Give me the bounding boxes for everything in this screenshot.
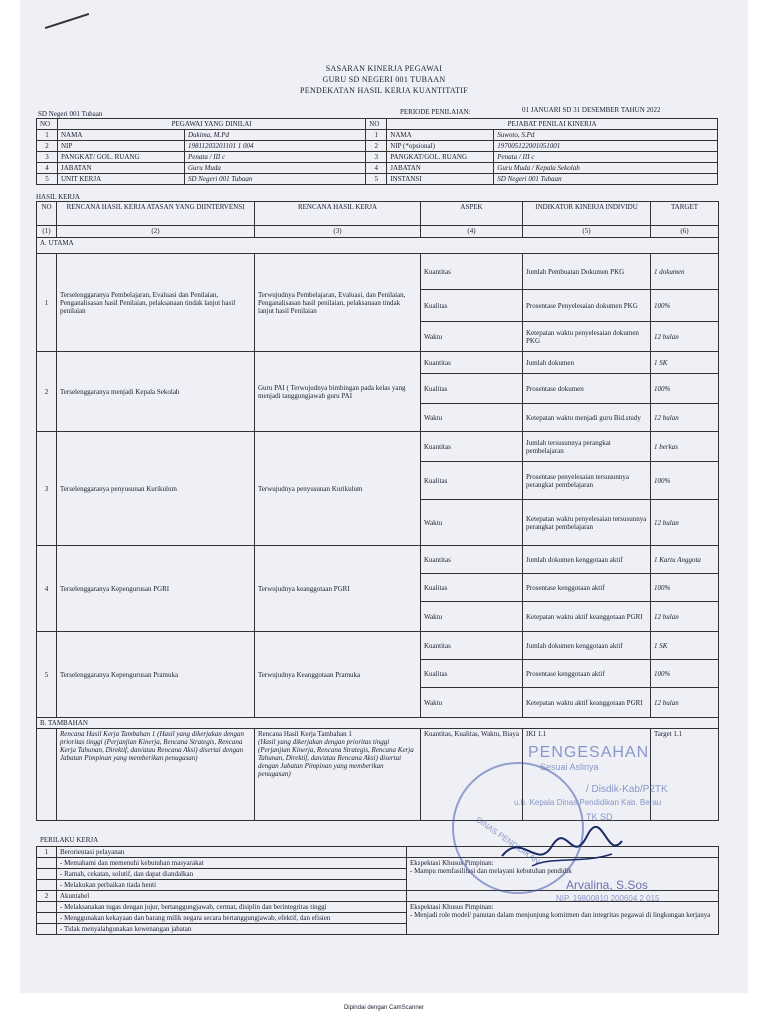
perilaku-blank <box>37 858 57 869</box>
col-num-2: (2) <box>57 226 255 238</box>
pejabat-label: NAMA <box>387 130 494 141</box>
target: 100% <box>651 462 719 500</box>
col-num-1: (1) <box>37 226 57 238</box>
hasil-kerja-row <box>37 432 719 462</box>
pegawai-no: 4 <box>37 163 58 174</box>
aspek: Kualitas <box>421 462 523 500</box>
target: 12 bulan <box>651 688 719 718</box>
col-num-5: (5) <box>523 226 651 238</box>
target: 100% <box>651 660 719 688</box>
indikator: Prosentase Penyelesaian dokumen PKG <box>523 290 651 322</box>
perilaku-blank <box>37 924 57 935</box>
indikator: Prosentase kenggotaan aktif <box>523 660 651 688</box>
no-header: NO <box>366 119 387 130</box>
target: 12 bulan <box>651 322 719 352</box>
identity-row <box>37 141 718 152</box>
pegawai-value: Dukima, M.Pd <box>185 130 366 141</box>
pegawai-value: SD Negeri 001 Tubaan <box>185 174 366 185</box>
target: 100% <box>651 574 719 602</box>
perilaku-item: - Ramah, cekatan, solutif, dan dapat diandalkan <box>57 869 407 880</box>
col-aspek: ASPEK <box>421 202 523 226</box>
pejabat-no: 1 <box>366 130 387 141</box>
aspek: Kuantitas <box>421 254 523 290</box>
aspek: Waktu <box>421 404 523 432</box>
hasil-kerja-row <box>37 352 719 374</box>
rencana-atasan: Terselenggaranya Kepengurusan Pramuka <box>57 632 255 718</box>
perilaku-title: Berorientasi pelayanan <box>57 847 407 858</box>
target: 12 bulan <box>651 602 719 632</box>
col-rencana: RENCANA HASIL KERJA <box>255 202 421 226</box>
pegawai-value: Penata / III c <box>185 152 366 163</box>
row-no: 3 <box>37 432 57 546</box>
aspek: Kuantitas <box>421 546 523 574</box>
indikator: Prosentase kenggotaan aktif <box>523 574 651 602</box>
perilaku-blank <box>37 913 57 924</box>
target: 1 Kartu Anggota <box>651 546 719 574</box>
col-rencana-atasan: RENCANA HASIL KERJA ATASAN YANG DIINTERVENSI <box>57 202 255 226</box>
rencana-hasil-kerja: Terwujudnya penyusunan Kurikulum <box>255 432 421 546</box>
stamp-sesuai: Sesuai Aslinya <box>540 762 599 772</box>
target: 1 SK <box>651 632 719 660</box>
indikator: Ketepatan waktu menjadi guru Bid.study <box>523 404 651 432</box>
perilaku-item: - Memahami dan memenuhi kebutuhan masyarakat <box>57 858 407 869</box>
identity-row <box>37 130 718 141</box>
identity-row <box>37 163 718 174</box>
hasil-kerja-row <box>37 546 719 574</box>
aspek: Kuantitas <box>421 632 523 660</box>
col-target: TARGET <box>651 202 719 226</box>
target: 12 bulan <box>651 500 719 546</box>
hasil-kerja-row <box>37 254 719 290</box>
indikator: Jumlah Pembuatan Dokumen PKG <box>523 254 651 290</box>
hasil-kerja-table <box>36 201 719 821</box>
pejabat-label: NIP (*opsional) <box>387 141 494 152</box>
col-num-4: (4) <box>421 226 523 238</box>
target: 1 SK <box>651 352 719 374</box>
col-indikator: INDIKATOR KINERJA INDIVIDU <box>523 202 651 226</box>
pejabat-label: JABATAN <box>387 163 494 174</box>
aspek: Kuantitas <box>421 432 523 462</box>
indikator: Jumlah dokumen <box>523 352 651 374</box>
col-num-6: (6) <box>651 226 719 238</box>
pejabat-no: 5 <box>366 174 387 185</box>
tambahan-aspek: Kuantitas, Kualitas, Waktu, Biaya <box>421 729 523 821</box>
row-no: 2 <box>37 352 57 432</box>
tambahan-indikator: IKI 1.1 <box>523 729 651 821</box>
stamp-dinas: DINAS PENDIDIKAN <box>474 815 542 866</box>
pejabat-no: 3 <box>366 152 387 163</box>
ekspektasi-cell <box>407 902 719 935</box>
pegawai-no: 2 <box>37 141 58 152</box>
ekspektasi-text: - Menjadi role model/ panutan dalam menjunjung komitmen dan integritas pegawai di lingkungan kerjanya <box>410 911 711 919</box>
pejabat-header: PEJABAT PENILAI KINERJA <box>387 119 718 130</box>
indikator: Jumlah dokumen kenggotaan aktif <box>523 546 651 574</box>
hasil-kerja-label: HASIL KERJA <box>36 193 80 201</box>
perilaku-blank <box>37 902 57 913</box>
identity-table <box>36 118 718 185</box>
stamp-line1: / Disdik-Kab/P2TK <box>586 784 668 795</box>
indikator: Jumlah dokumen kenggotaan aktif <box>523 632 651 660</box>
hasil-kerja-row <box>37 632 719 660</box>
perilaku-no: 1 <box>37 847 57 858</box>
identity-row <box>37 174 718 185</box>
perilaku-item: - Tidak menyalahgunakan kewenangan jabatan <box>57 924 407 935</box>
pegawai-label: NAMA <box>58 130 185 141</box>
perilaku-title: Akuntabel <box>57 891 407 902</box>
aspek: Kualitas <box>421 660 523 688</box>
pegawai-label: PANGKAT/ GOL. RUANG <box>58 152 185 163</box>
unit-label: SD Negeri 001 Tubaan <box>38 110 103 118</box>
ekspektasi-text: - Mampu memfasilitasi dan melayani kebutuhan pendidik <box>410 867 572 875</box>
tambahan-label: B. TAMBAHAN <box>37 718 719 729</box>
perilaku-blank <box>37 869 57 880</box>
aspek: Kualitas <box>421 574 523 602</box>
aspek: Kuantitas <box>421 352 523 374</box>
rencana-atasan: Terselenggaranya menjadi Kepala Sekolah <box>57 352 255 432</box>
rencana-hasil-kerja: Terwujudnya Pembelajaran, Evaluasi, dan Penilaian, Penganalisasan hasil penilaian, pelaksanaan tindak lanjut hasil Penilaian <box>255 254 421 352</box>
no-header: NO <box>37 119 58 130</box>
pejabat-value: Suwoto, S.Pd <box>494 130 718 141</box>
identity-row <box>37 152 718 163</box>
tambahan-atasan: Rencana Hasil Kerja Tambahan 1 (Hasil yang dikerjakan dengan prioritas tinggi (Perjanjian Kinerja, Rencana Strategis, Rencana Kerja Tahunan, Direktif, dan/atau Rencana Aksi) disertai dengan Jabatan Pimpinan yang memberikan penugasan) <box>57 729 255 821</box>
indikator: Prosentase penyelesaian tersusunnya perangkat pembelajaran <box>523 462 651 500</box>
pegawai-value: 19811203201101 1 004 <box>185 141 366 152</box>
tambahan-rencana-title: Rencana Hasil Kerja Tambahan 1 <box>258 730 352 738</box>
pegawai-header: PEGAWAI YANG DINILAI <box>58 119 366 130</box>
pegawai-no: 3 <box>37 152 58 163</box>
pegawai-label: UNIT KERJA <box>58 174 185 185</box>
perilaku-no: 2 <box>37 891 57 902</box>
aspek: Waktu <box>421 602 523 632</box>
pejabat-value: 197005122001051001 <box>494 141 718 152</box>
aspek: Kualitas <box>421 290 523 322</box>
perilaku-item: - Melaksanakan tugas dengan jujur, bertanggungjawab, cermat, disiplin dan berintegritas tinggi <box>57 902 407 913</box>
perilaku-item: - Melakukan perbaikan tiada henti <box>57 880 407 891</box>
col-num-3: (3) <box>255 226 421 238</box>
rencana-atasan: Terselenggaranya Kepengurusan PGRI <box>57 546 255 632</box>
tambahan-rencana: (Hasil yang dikerjakan dengan prioritas tinggi (Perjanjian Kinerja, Rencana Strategis, Rencana Kerja Tahunan, Direktif, dan/atau Rencana Aksi) disertai dengan Jabatan Pimpinan yang memberikan penugasan) <box>258 738 414 778</box>
perilaku-item-row <box>37 902 719 913</box>
aspek: Waktu <box>421 322 523 352</box>
stamp-name: Arvalina, S.Sos <box>566 878 649 892</box>
indikator: Ketepatan waktu penyelesaian dokumen PKG <box>523 322 651 352</box>
indikator: Prosentase dokumen <box>523 374 651 404</box>
pejabat-value: Penata / III c <box>494 152 718 163</box>
rencana-hasil-kerja: Terwujudnya keanggotaan PGRI <box>255 546 421 632</box>
row-no: 5 <box>37 632 57 718</box>
col-no: NO <box>37 202 57 226</box>
periode-label: PERIODE PENILAIAN: <box>400 108 471 116</box>
stamp-line2: u.b. Kepala Dinas Pendidikan Kab. Berau <box>514 798 662 807</box>
indikator: Ketepatan waktu penyelesaian tersusunnya perangkat pembelajaran <box>523 500 651 546</box>
aspek: Waktu <box>421 500 523 546</box>
target: 100% <box>651 290 719 322</box>
target: 100% <box>651 374 719 404</box>
ekspektasi-label: Ekspektasi Khusus Pimpinan: <box>410 903 494 911</box>
doc-title-2: GURU SD NEGERI 001 TUBAAN <box>322 75 446 84</box>
target: 1 berkas <box>651 432 719 462</box>
pegawai-label: NIP <box>58 141 185 152</box>
aspek: Kualitas <box>421 374 523 404</box>
target: 1 dokumen <box>651 254 719 290</box>
aspek: Waktu <box>421 688 523 718</box>
pejabat-label: PANGKAT/GOL. RUANG <box>387 152 494 163</box>
scanner-footer: Dipindai dengan CamScanner <box>343 1005 425 1011</box>
perilaku-blank <box>37 880 57 891</box>
stamp-line3: TK SD <box>586 812 613 822</box>
doc-title-3: PENDEKATAN HASIL KERJA KUANTITATIF <box>300 86 468 95</box>
ekspektasi-label: Ekspektasi Khusus Pimpinan: <box>410 859 494 867</box>
periode-value: 01 JANUARI SD 31 DESEMBER TAHUN 2022 <box>522 106 661 114</box>
stamp-nip: NIP. 19800810 200604 2 015 <box>556 894 660 903</box>
pegawai-label: JABATAN <box>58 163 185 174</box>
pejabat-no: 2 <box>366 141 387 152</box>
rencana-atasan: Terselenggaranya Pembelajaran, Evaluasi dan Penilaian, Penganalisasan hasil Penilaian, pelaksanaan tindak lanjut hasil penilaian <box>57 254 255 352</box>
row-no: 4 <box>37 546 57 632</box>
pejabat-value: SD Negeri 001 Tubaan <box>494 174 718 185</box>
stamp-pengesahan: PENGESAHAN <box>528 744 650 761</box>
rencana-hasil-kerja: Terwujudnya Keanggotaan Pramuka <box>255 632 421 718</box>
indikator: Jumlah tersusunnya perangkat pembelajaran <box>523 432 651 462</box>
perilaku-label: PERILAKU KERJA <box>40 836 99 844</box>
pegawai-no: 5 <box>37 174 58 185</box>
pegawai-value: Guru Muda <box>185 163 366 174</box>
indikator: Ketepatan waktu aktif keanggotaan PGRI <box>523 602 651 632</box>
pejabat-no: 4 <box>366 163 387 174</box>
target: 12 bulan <box>651 404 719 432</box>
perilaku-item: - Menggunakan kekayaan dan barang milik negara secara bertanggungjawab, efektif, dan efisien <box>57 913 407 924</box>
rencana-hasil-kerja: Guru PAI ( Terwujudnya bimbingan pada kelas yang menjadi tanggungjawab guru PAI <box>255 352 421 432</box>
utama-label: A. UTAMA <box>37 238 719 254</box>
tambahan-target: Target 1.1 <box>651 729 719 821</box>
indikator: Ketepatan waktu aktif keanggotaan PGRI <box>523 688 651 718</box>
pegawai-no: 1 <box>37 130 58 141</box>
pejabat-label: INSTANSI <box>387 174 494 185</box>
row-no: 1 <box>37 254 57 352</box>
pejabat-value: Guru Muda / Kepala Sekolah <box>494 163 718 174</box>
doc-title-1: SASARAN KINERJA PEGAWAI <box>325 64 443 73</box>
signature <box>492 826 632 876</box>
rencana-atasan: Terselenggaranya penyusunan Kurikulum <box>57 432 255 546</box>
